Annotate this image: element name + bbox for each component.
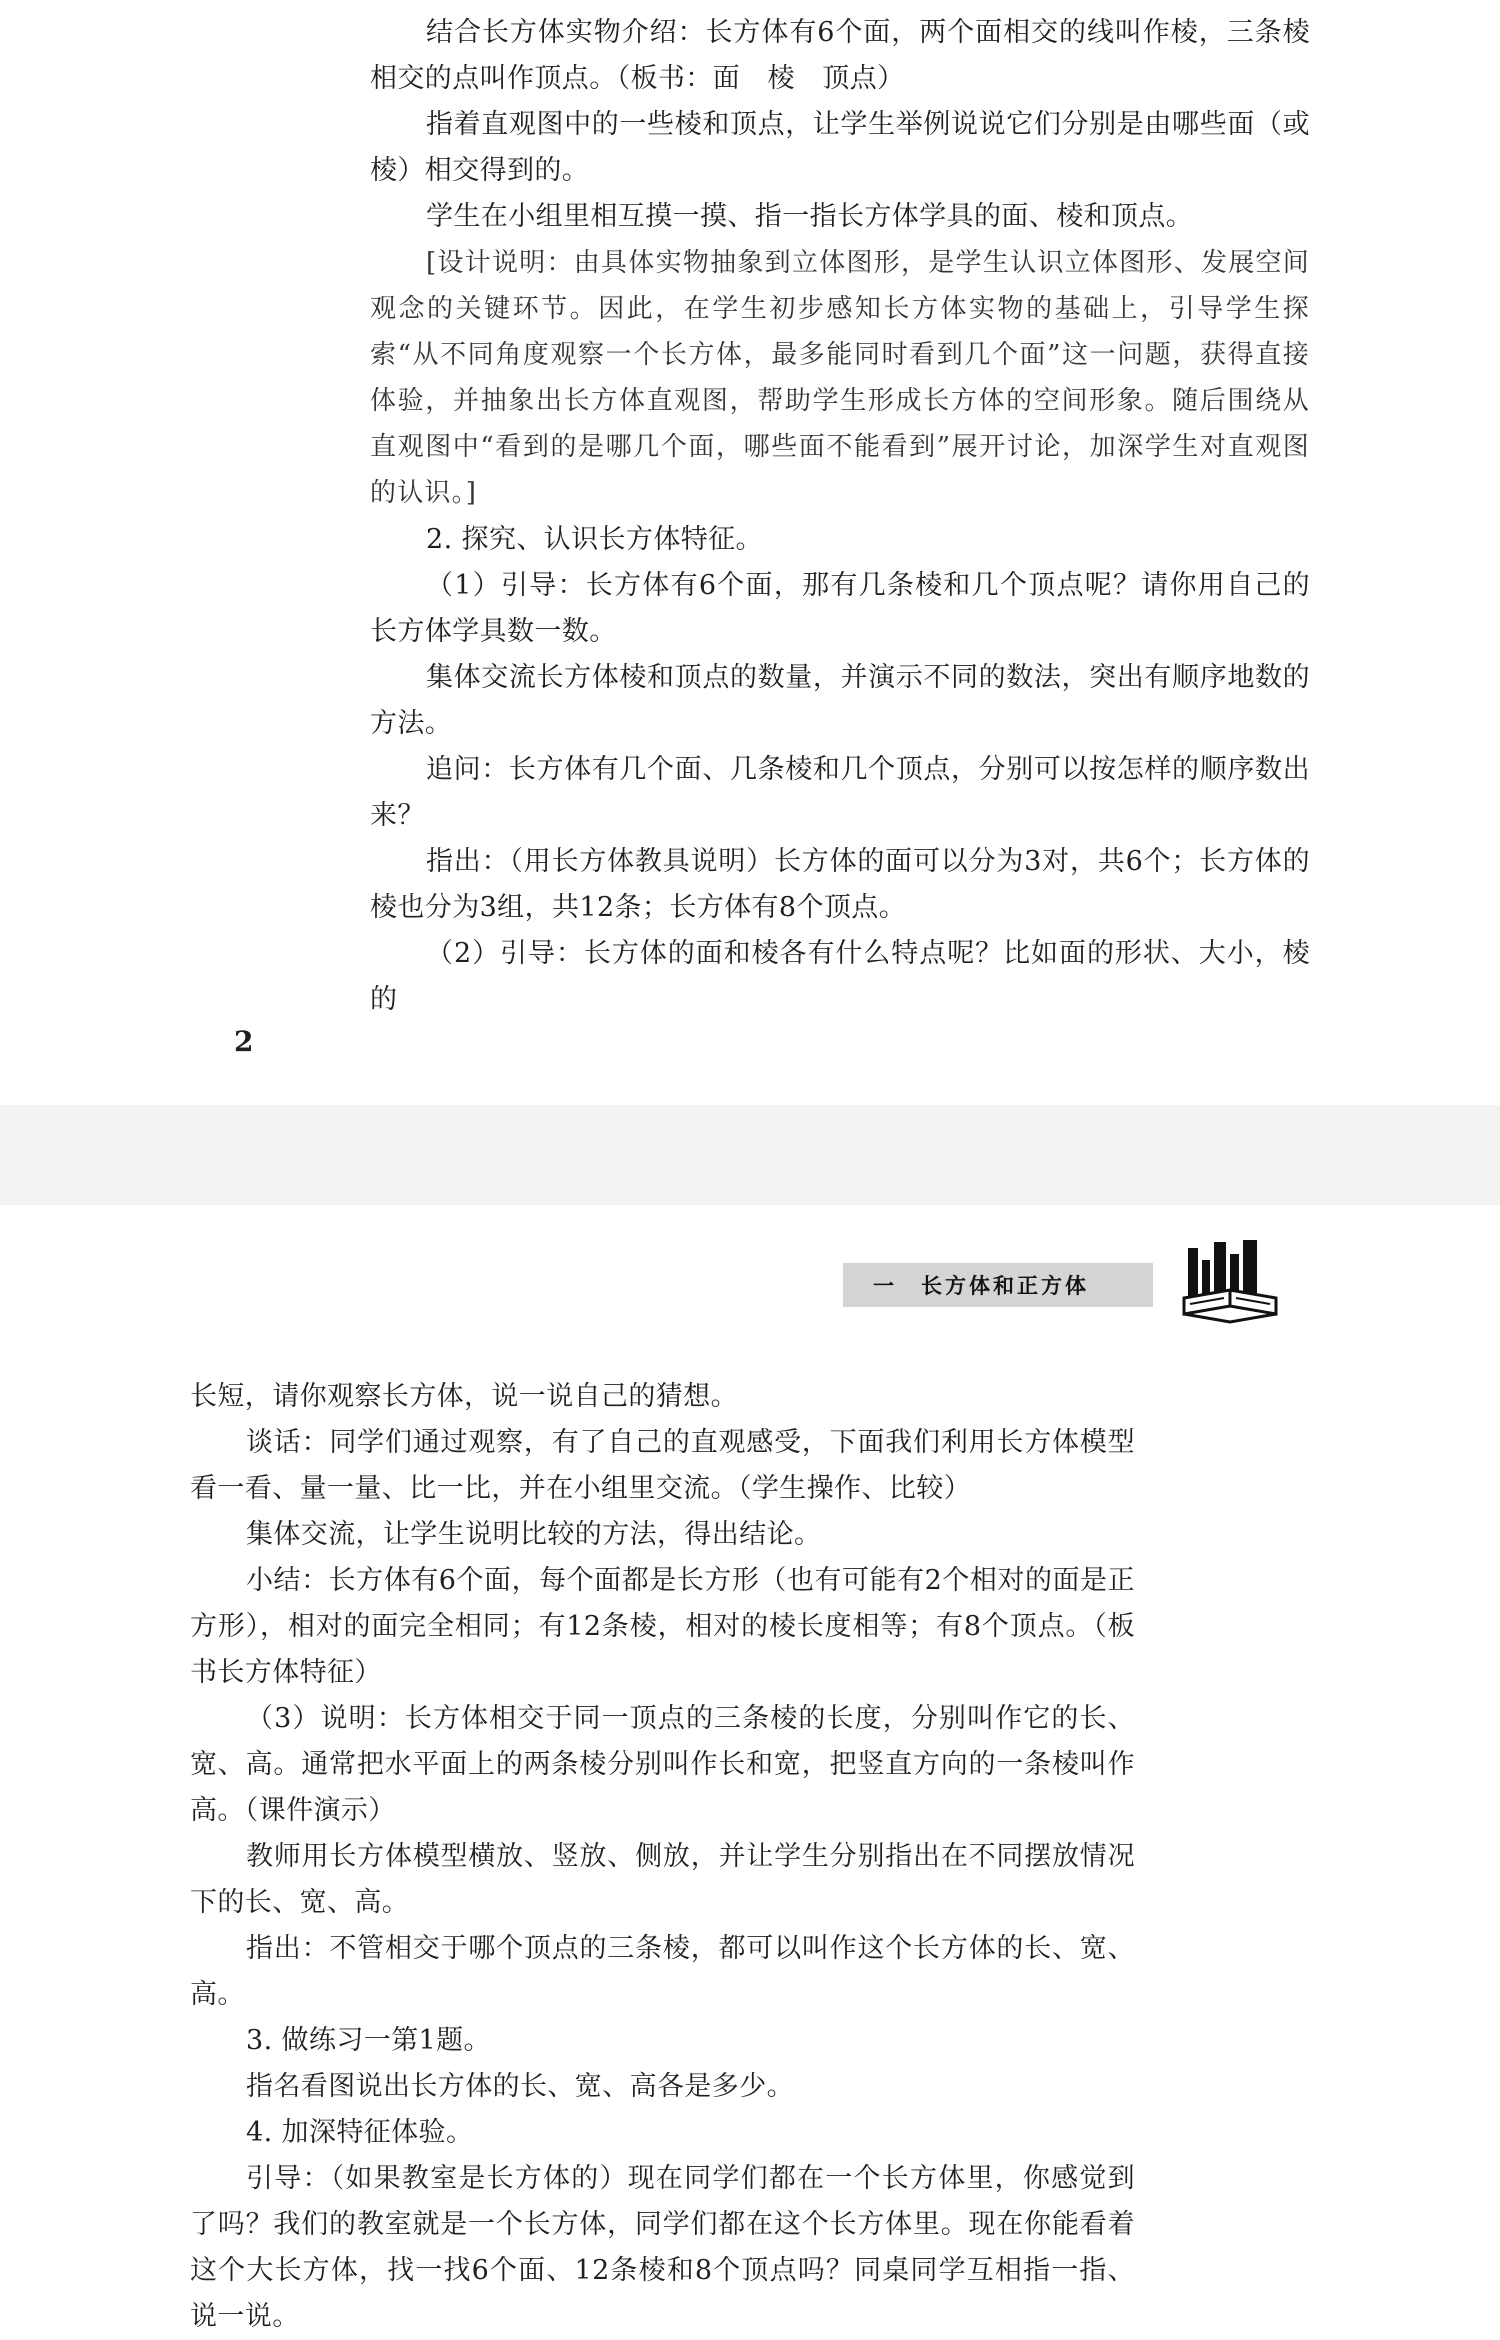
page-gap: [0, 1105, 1500, 1205]
design-note: [设计说明：由具体实物抽象到立体图形，是学生认识立体图形、发展空间观念的关键环节。因此，在学生初步感知长方体实物的基础上，引导学生探索“从不同角度观察一个长方体，最多能同时看到几个面”这一问题，获得直接体验，并抽象出长方体直观图，帮助学生形成长方体的空间形象。随后围绕从直观图中“看到的是哪几个面，哪些面不能看到”展开讨论，加深学生对直观图的认识。]: [370, 248, 1310, 508]
paragraph: 集体交流长方体棱和顶点的数量，并演示不同的数法，突出有顺序地数的方法。: [370, 662, 1310, 739]
paragraph: 指着直观图中的一些棱和顶点，让学生举例说说它们分别是由哪些面（或棱）相交得到的。: [370, 109, 1310, 186]
page-number: 2: [234, 1025, 254, 1058]
paragraph: 指出：不管相交于哪个顶点的三条棱，都可以叫作这个长方体的长、宽、高。: [190, 1933, 1135, 2010]
paragraph: 谈话：同学们通过观察，有了自己的直观感受，下面我们利用长方体模型看一看、量一量、比一比，并在小组里交流。（学生操作、比较）: [190, 1427, 1135, 1504]
page-top: [0, 0, 1500, 1105]
paragraph: 集体交流，让学生说明比较的方法，得出结论。: [246, 1519, 822, 1550]
paragraph: （1）引导：长方体有6个面，那有几条棱和几个顶点呢？请你用自己的长方体学具数一数。: [370, 570, 1310, 647]
paragraph: 结合长方体实物介绍：长方体有6个面，两个面相交的线叫作棱，三条棱相交的点叫作顶点。（板书：面 棱 顶点）: [370, 17, 1310, 94]
book-icon: [1180, 1238, 1280, 1328]
paragraph: 指出：（用长方体教具说明）长方体的面可以分为3对，共6个；长方体的棱也分为3组，共12条；长方体有8个顶点。: [370, 846, 1310, 923]
paragraph: 引导：（如果教室是长方体的）现在同学们都在一个长方体里，你感觉到了吗？我们的教室就是一个长方体，同学们都在这个长方体里。现在你能看着这个大长方体，找一找6个面、12条棱和8个顶点吗？同桌同学互相指一指、说一说。: [190, 2163, 1135, 2332]
section-heading: 3. 做练习一第1题。: [246, 2025, 491, 2056]
chapter-header: [843, 1263, 1153, 1307]
paragraph: 指名看图说出长方体的长、宽、高各是多少。: [246, 2071, 794, 2102]
paragraph: （3）说明：长方体相交于同一顶点的三条棱的长度，分别叫作它的长、宽、高。通常把水平面上的两条棱分别叫作长和宽，把竖直方向的一条棱叫作高。（课件演示）: [190, 1703, 1135, 1826]
paragraph: 长短，请你观察长方体，说一说自己的猜想。: [190, 1381, 738, 1412]
paragraph: 追问：长方体有几个面、几条棱和几个顶点，分别可以按怎样的顺序数出来？: [370, 754, 1310, 831]
section-heading: 2. 探究、认识长方体特征。: [426, 524, 763, 555]
paragraph: 小结：长方体有6个面，每个面都是长方形（也有可能有2个相对的面是正方形），相对的面完全相同；有12条棱，相对的棱长度相等；有8个顶点。（板书长方体特征）: [190, 1565, 1135, 1688]
paragraph: 教师用长方体模型横放、竖放、侧放，并让学生分别指出在不同摆放情况下的长、宽、高。: [190, 1841, 1135, 1918]
paragraph: （2）引导：长方体的面和棱各有什么特点呢？比如面的形状、大小，棱的: [370, 938, 1310, 1015]
section-heading: 4. 加深特征体验。: [246, 2117, 474, 2148]
chapter-title: 一 长方体和正方体: [873, 1273, 1089, 1298]
paragraph: 学生在小组里相互摸一摸、指一指长方体学具的面、棱和顶点。: [426, 201, 1194, 232]
